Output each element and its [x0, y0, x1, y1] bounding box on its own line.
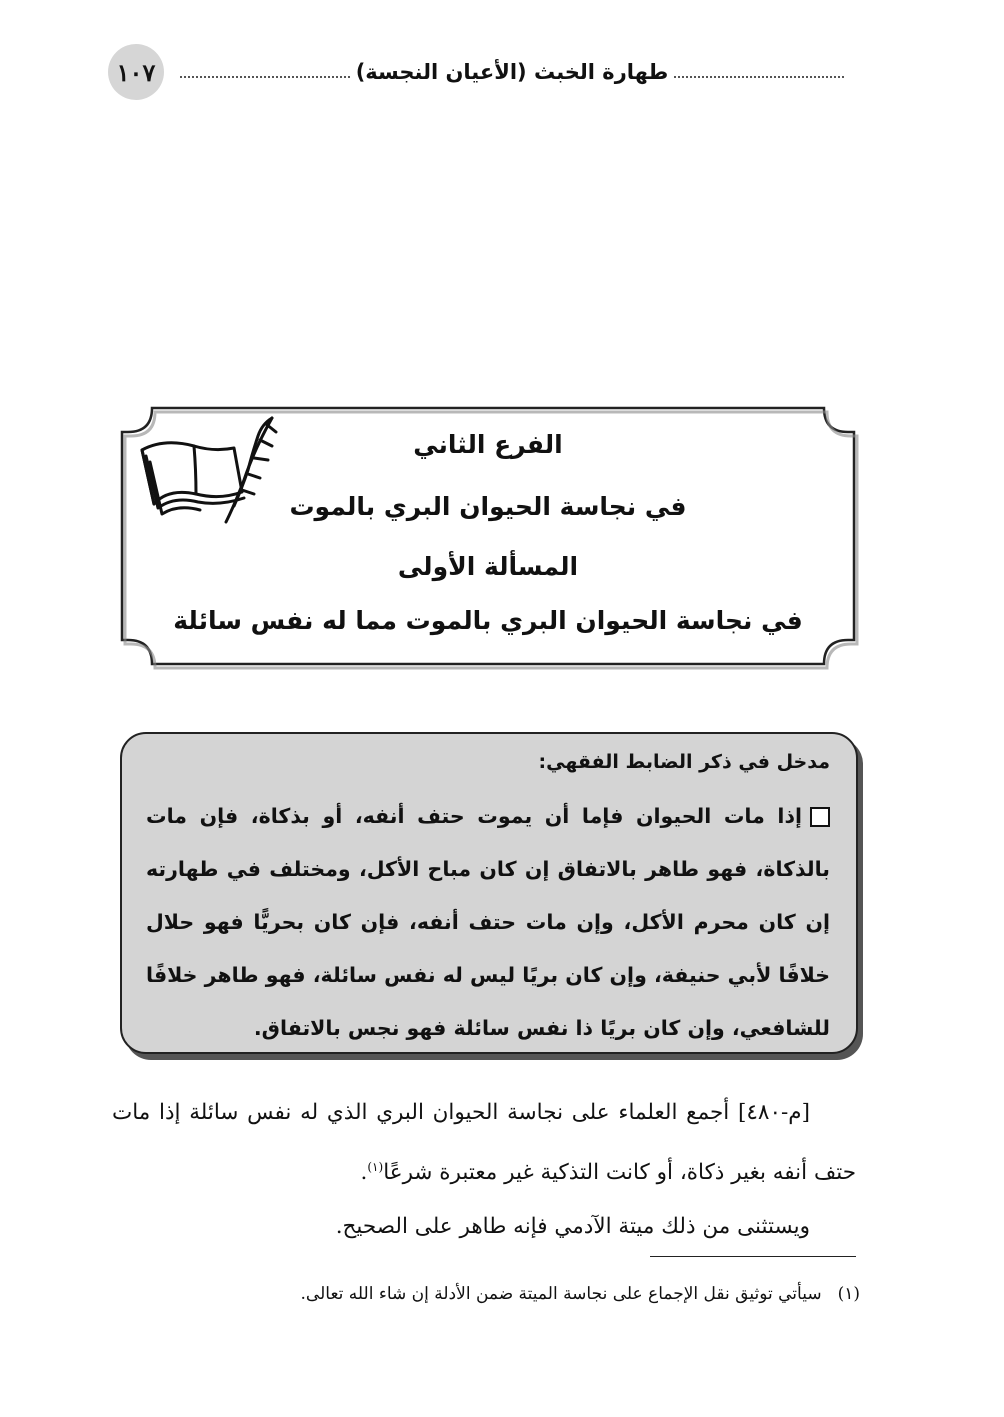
issue-title: المسألة الأولى	[397, 552, 579, 581]
branch-subtitle: في نجاسة الحيوان البري بالموت	[289, 492, 687, 521]
paragraph-exception: ويستثنى من ذلك ميتة الآدمي فإنه طاهر على الصحيح.	[335, 1214, 810, 1240]
chapter-title-frame	[112, 402, 864, 670]
fiqh-rule-box	[120, 732, 858, 1054]
issue-subtitle: في نجاسة الحيوان البري بالموت مما له نفس سائلة	[173, 606, 803, 635]
branch-title: الفرع الثاني	[413, 430, 563, 459]
paragraph-consensus	[112, 1086, 856, 1200]
square-bullet-icon	[810, 807, 830, 827]
footnote-reference[interactable]: (١)	[367, 1160, 384, 1174]
rule-text-content: إذا مات الحيوان فإما أن يموت حتف أنفه، أو بذكاة، فإن مات بالذكاة، فهو طاهر بالاتفاق إن كان مباح الأكل، ومختلف في طهارته إن كان محرم الأكل، وإن مات حتف أنفه، فإن كان بحريًّا فهو حلال خلافًا لأبي حنيفة، وإن كان بريًا ليس له نفس سائلة، فهو طاهر خلافًا للشافعي، وإن كان بريًا ذا نفس سائلة فهو نجس بالاتفاق.	[146, 804, 830, 1040]
leader-dots-right	[674, 76, 844, 78]
page-number: ١٠٧	[108, 44, 164, 100]
footnote-separator	[650, 1256, 856, 1257]
footnote-text: سيأتي توثيق نقل الإجماع على نجاسة الميتة ضمن الأدلة إن شاء الله تعالى.	[300, 1284, 822, 1304]
footnote-number: (١)	[837, 1284, 860, 1304]
running-title: طهارة الخبث (الأعيان النجسة)	[355, 60, 669, 84]
paragraph-consensus-text: [م-٤٨٠] أجمع العلماء على نجاسة الحيوان البري الذي له نفس سائلة إذا مات حتف أنفه بغير ذكاة، أو كانت التذكية غير معتبرة شرعًا	[112, 1100, 856, 1186]
running-head	[180, 52, 844, 92]
leader-dots-left	[180, 76, 350, 78]
rule-heading: مدخل في ذكر الضابط الفقهي:	[538, 751, 830, 773]
paragraph-consensus-end: .	[360, 1160, 368, 1186]
footnote-1	[200, 1278, 860, 1310]
main-text	[112, 1086, 856, 1254]
rule-text	[146, 790, 830, 1055]
